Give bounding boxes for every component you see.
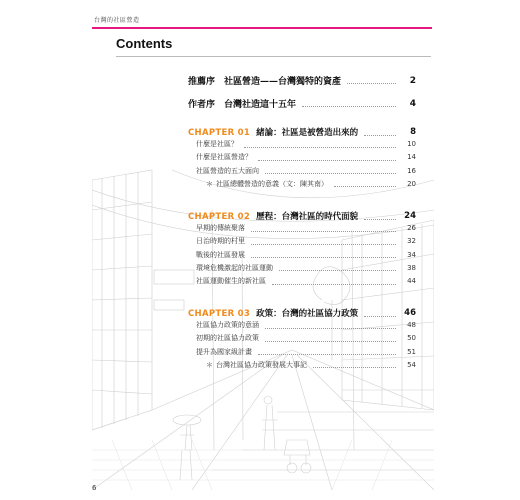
toc-entry-label: [196, 223, 245, 233]
dot-leader: [251, 257, 396, 258]
dot-leader: [334, 186, 396, 187]
toc-entry-label: [196, 152, 252, 162]
toc-entry[interactable]: [206, 179, 416, 189]
page-ref: 20: [407, 179, 416, 188]
toc-entry[interactable]: [196, 236, 416, 246]
page-ref: 32: [407, 237, 416, 246]
entry-text: 社區營造的五大面向: [196, 166, 259, 175]
entry-text: 什麼是社區營造？: [196, 153, 252, 162]
running-head: 台灣的社區營造: [94, 17, 140, 24]
chapter-heading-label: [188, 307, 358, 319]
star-marker: ＊: [206, 360, 213, 369]
toc-entry[interactable]: [196, 333, 416, 343]
chapter-number: CHAPTER 01: [188, 128, 251, 138]
toc-entry[interactable]: [196, 166, 416, 176]
entry-text: 初期的社區協力政策: [196, 334, 259, 343]
page-ref: 46: [404, 308, 416, 318]
page-ref: 2: [409, 75, 416, 86]
toc-entry[interactable]: [206, 360, 416, 370]
page-ref: 51: [407, 347, 416, 356]
toc-entry-label: [206, 360, 307, 370]
page-ref: 50: [407, 334, 416, 343]
chapter-heading-label: [188, 210, 358, 222]
page-ref: 26: [407, 224, 416, 232]
dot-leader: [265, 173, 396, 174]
chapter-heading[interactable]: [188, 126, 416, 138]
entry-text: 作者序 台灣社造這十五年: [188, 100, 297, 110]
entry-text: 社區總體營造的意義（文：陳其南）: [216, 179, 328, 188]
preface-entry[interactable]: [188, 97, 416, 110]
toc-entry-label: [196, 250, 245, 260]
preface-entry-label: [188, 97, 296, 110]
dot-leader: [258, 354, 396, 355]
chapter-heading[interactable]: [188, 210, 416, 222]
dot-leader: [265, 328, 396, 329]
dot-leader: [265, 341, 396, 342]
toc-entry[interactable]: [196, 263, 416, 273]
dot-leader: [347, 83, 396, 84]
page-ref: 54: [407, 360, 416, 369]
entry-text: 推薦序 社區營造——台灣獨特的資產: [188, 77, 342, 87]
toc-entry-label: [196, 333, 259, 343]
toc-entry[interactable]: [196, 139, 416, 149]
toc-entry[interactable]: [196, 250, 416, 260]
toc-entry-label: [196, 320, 259, 330]
page-ref: 48: [407, 321, 416, 329]
page-ref: 34: [407, 250, 416, 259]
chapter-title: 政策：台灣的社區協力政策: [256, 309, 359, 319]
toc-entry-label: [196, 139, 238, 149]
dot-leader: [258, 160, 396, 161]
preface-entry-label: [188, 74, 341, 87]
entry-text: 環境危機激起的社區運動: [196, 263, 273, 272]
page-ref: 8: [410, 127, 416, 137]
dot-leader: [364, 316, 396, 317]
toc-entry-label: [196, 263, 273, 273]
page-number: 6: [92, 484, 97, 492]
page-ref: 16: [407, 166, 416, 175]
chapter-title: 歷程：台灣社區的時代面貌: [256, 212, 359, 222]
contents-title: Contents: [116, 36, 173, 51]
toc-entry-label: [206, 179, 328, 189]
entry-text: 戰後的社區發展: [196, 250, 245, 259]
toc-entry[interactable]: [196, 276, 416, 286]
chapter-number: CHAPTER 02: [188, 212, 251, 222]
dot-leader: [251, 231, 396, 232]
toc-entry[interactable]: [196, 320, 416, 330]
dot-leader: [279, 270, 396, 271]
entry-text: 日治時期的村里: [196, 237, 245, 246]
toc-entry[interactable]: [196, 223, 416, 233]
entry-text: 台灣社區協力政策發展大事記: [216, 360, 307, 369]
chapter-heading-label: [188, 126, 358, 138]
toc-entry[interactable]: [196, 152, 416, 162]
toc-entry-label: [196, 276, 266, 286]
entry-text: 早期的傳統聚落: [196, 224, 245, 232]
dot-leader: [251, 244, 396, 245]
toc-entry[interactable]: [196, 347, 416, 357]
dot-leader: [364, 135, 396, 136]
entry-text: 社區運動催生的新社區: [196, 277, 266, 286]
dot-leader: [272, 284, 396, 285]
entry-text: 提升為國家級計畫: [196, 347, 252, 356]
page-ref: 44: [407, 277, 416, 286]
entry-text: 什麼是社區？: [196, 140, 238, 148]
page-ref: 38: [407, 263, 416, 272]
star-marker: ＊: [206, 179, 213, 188]
chapter-number: CHAPTER 03: [188, 309, 251, 319]
chapter-title: 緒論：社區是被營造出來的: [256, 128, 359, 138]
dot-leader: [302, 106, 396, 107]
dot-leader: [364, 219, 396, 220]
chapter-heading[interactable]: [188, 307, 416, 319]
dot-leader: [244, 147, 396, 148]
toc-entry-label: [196, 166, 259, 176]
dot-leader: [313, 367, 396, 368]
page-ref: 24: [404, 211, 416, 221]
toc-entry-label: [196, 236, 245, 246]
page-ref: 10: [407, 140, 416, 148]
preface-entry[interactable]: [188, 74, 416, 87]
page-ref: 14: [407, 153, 416, 162]
entry-text: 社區協力政策的意涵: [196, 321, 259, 329]
page-ref: 4: [409, 98, 416, 109]
toc-entry-label: [196, 347, 252, 357]
